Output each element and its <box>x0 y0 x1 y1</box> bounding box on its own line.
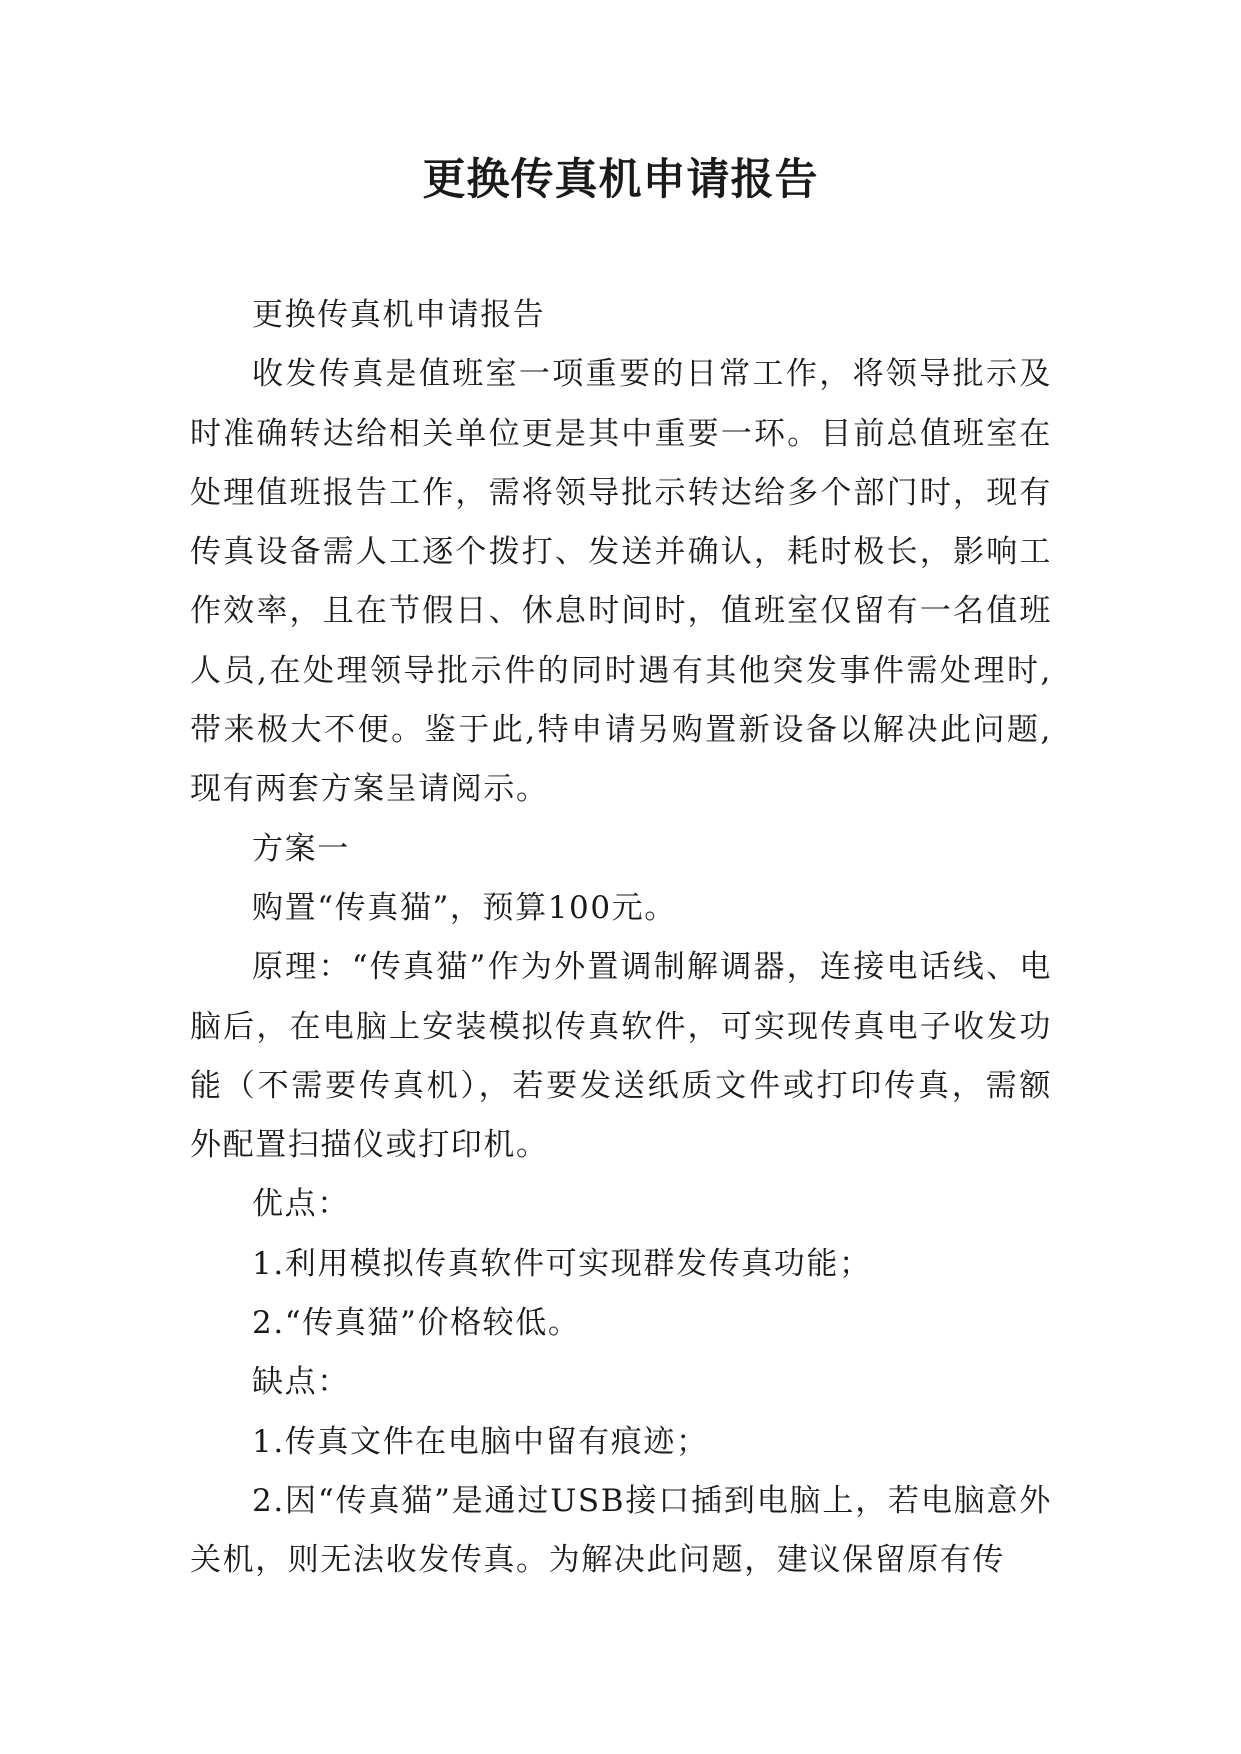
paragraph-advantages-heading: 优点： <box>252 1186 350 1223</box>
paragraph-background: 收发传真是值班室一项重要的日常工作，将领导批示及时准确转达给相关单位更是其中重要一环。目前总值班室在处理值班报告工作，需将领导批示转达给多个部门时，现有传真设备需人工逐个拨打、发送并确认，耗时极长，影响工作效率，且在节假日、休息时间时，值班室仅留有一名值班人员,在处理领导批示件的同时遇有其他突发事件需处理时,带来极大不便。鉴于此,特申请另购置新设备以解决此问题,现有两套方案呈请阅示。 <box>190 356 1052 808</box>
document-title: 更换传真机申请报告 <box>422 155 819 205</box>
paragraph-heading-repeat: 更换传真机申请报告 <box>252 297 546 333</box>
paragraph-advantage-2: 2.“传真猫”价格较低。 <box>252 1305 581 1342</box>
paragraph-advantage-1: 1.利用模拟传真软件可实现群发传真功能； <box>252 1245 872 1282</box>
document-body <box>190 286 1052 1591</box>
paragraph-disadvantages-heading: 缺点： <box>252 1364 350 1401</box>
paragraph-principle: 原理：“传真猫”作为外置调制解调器，连接电话线、电脑后，在电脑上安装模拟传真软件，可实现传真电子收发功能（不需要传真机），若要发送纸质文件或打印传真，需额外配置扫描仪或打印机。 <box>190 949 1052 1164</box>
paragraph-plan-one-heading: 方案一 <box>252 830 350 867</box>
paragraph-disadvantage-2: 2.因“传真猫”是通过USB接口插到电脑上，若电脑意外关机，则无法收发传真。为解决此问题，建议保留原有传 <box>190 1482 1052 1579</box>
paragraph-plan-one-budget: 购置“传真猫”，预算100元。 <box>252 889 677 926</box>
paragraph-disadvantage-1: 1.传真文件在电脑中留有痕迹； <box>252 1423 709 1460</box>
